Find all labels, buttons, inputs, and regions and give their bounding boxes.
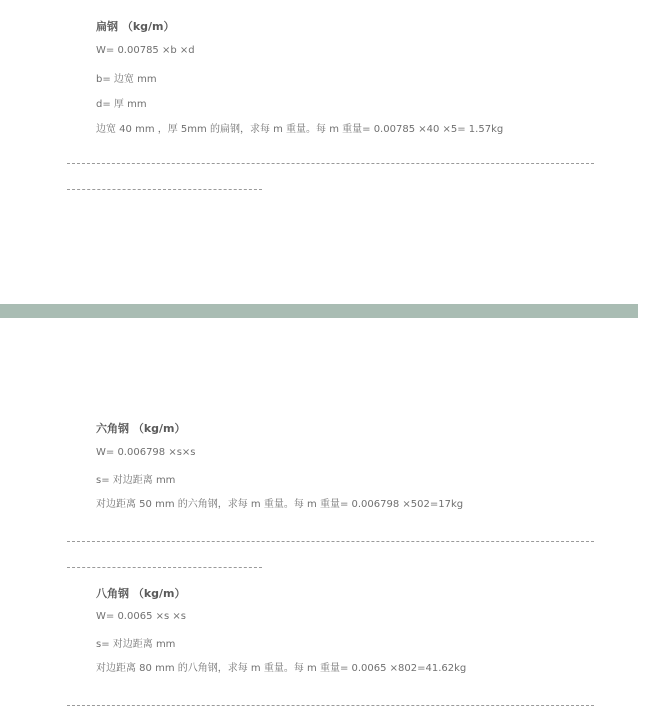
flat-steel-formula: W= 0.00785 ×b ×d [96, 45, 195, 56]
flat-steel-title: 扁钢 （kg/m） [96, 20, 175, 33]
flat-steel-example: 边宽 40 mm ，厚 5mm 的扁钢，求每 m 重量。每 m 重量= 0.00785 ×40 ×5= 1.57kg [96, 124, 504, 135]
page-break-band [0, 304, 638, 318]
flat-steel-thickness-def: d= 厚 mm [96, 99, 147, 110]
oct-steel-distance-def: s= 对边距离 mm [96, 639, 176, 650]
oct-steel-example: 对边距离 80 mm 的八角钢，求每 m 重量。每 m 重量= 0.0065 ×802=41.62kg [96, 663, 467, 674]
hex-steel-example: 对边距离 50 mm 的六角钢，求每 m 重量。每 m 重量= 0.006798 ×502=17kg [96, 499, 464, 510]
divider-long [67, 541, 594, 542]
divider-short [67, 567, 262, 568]
divider-long [67, 163, 594, 164]
flat-steel-width-def: b= 边宽 mm [96, 74, 157, 85]
divider-short [67, 189, 262, 190]
oct-steel-formula: W= 0.0065 ×s ×s [96, 611, 186, 622]
oct-steel-title: 八角钢 （kg/m） [96, 587, 186, 600]
divider-long [67, 705, 594, 706]
hex-steel-distance-def: s= 对边距离 mm [96, 475, 176, 486]
hex-steel-title: 六角钢 （kg/m） [96, 422, 186, 435]
hex-steel-formula: W= 0.006798 ×s×s [96, 447, 196, 458]
